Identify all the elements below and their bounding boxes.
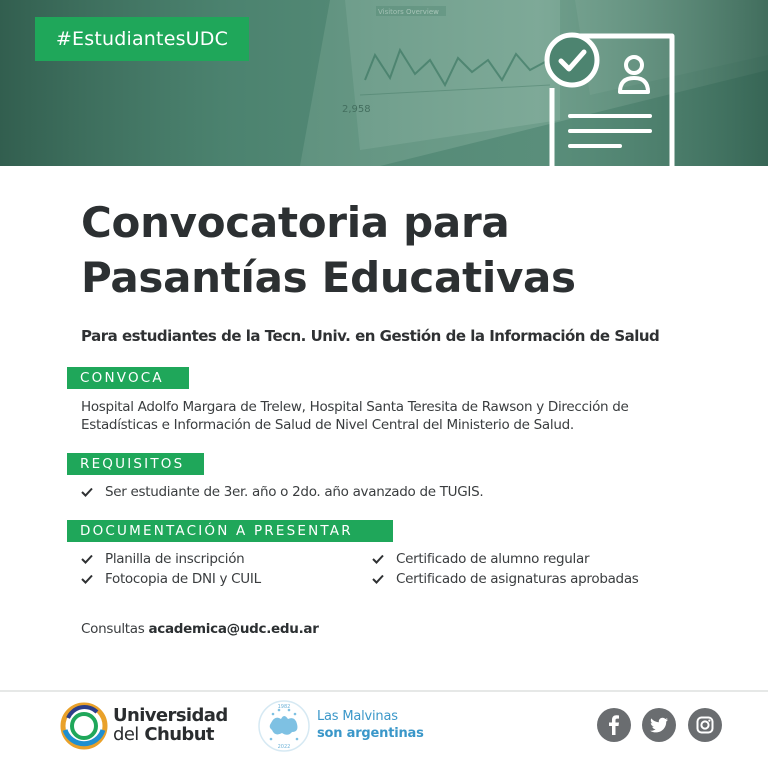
title-line-2: Pasantías Educativas <box>81 253 576 302</box>
udc-line-1: Universidad <box>113 705 228 726</box>
hashtag-badge: #EstudiantesUDC <box>35 17 249 61</box>
header-banner <box>0 0 768 166</box>
contact-email-link[interactable]: academica@udc.edu.ar <box>148 621 319 637</box>
instagram-icon[interactable] <box>688 708 722 742</box>
section-label-requisitos: REQUISITOS <box>67 453 204 475</box>
documentacion-item-text: Fotocopia de DNI y CUIL <box>105 571 261 587</box>
seal-year-bottom: 2022 <box>277 744 291 750</box>
documentacion-item <box>81 571 261 587</box>
check-icon <box>372 554 384 564</box>
title-line-1: Convocatoria para <box>81 198 510 247</box>
documentacion-item-text: Certificado de asignaturas aprobadas <box>396 571 639 587</box>
section-label-documentacion: DOCUMENTACIÓN A PRESENTAR <box>67 520 393 542</box>
facebook-glyph <box>597 708 631 742</box>
instagram-glyph <box>688 708 722 742</box>
documentacion-item-text: Certificado de alumno regular <box>396 551 590 567</box>
document-check-icon <box>540 28 680 166</box>
convoca-text: Hospital Adolfo Margara de Trelew, Hospital Santa Teresita de Rawson y Dirección de Estadísticas e Información de Salud de Nivel Central del Ministerio de Salud. <box>81 399 629 433</box>
page-subtitle: Para estudiantes de la Tecn. Univ. en Gestión de la Información de Salud <box>81 327 660 345</box>
facebook-icon[interactable] <box>597 708 631 742</box>
documentacion-item <box>372 571 639 587</box>
udc-logo-text <box>113 706 228 744</box>
documentacion-item <box>372 551 589 567</box>
udc-line-2-bold: Chubut <box>144 724 214 745</box>
documentacion-item <box>81 551 244 567</box>
check-icon <box>81 574 93 584</box>
requisito-item <box>81 484 483 500</box>
consultas-line <box>81 621 319 637</box>
udc-line-2-light: del <box>113 724 139 745</box>
check-icon <box>81 554 93 564</box>
twitter-glyph <box>642 708 676 742</box>
consultas-prefix: Consultas <box>81 621 145 637</box>
malvinas-line-1: Las Malvinas <box>317 709 398 724</box>
requisito-item-text: Ser estudiante de 3er. año o 2do. año avanzado de TUGIS. <box>105 484 484 500</box>
twitter-icon[interactable] <box>642 708 676 742</box>
seal-year-top: 1982 <box>277 704 291 710</box>
documentacion-item-text: Planilla de inscripción <box>105 551 245 567</box>
malvinas-slogan <box>317 708 424 742</box>
malvinas-line-2: son argentinas <box>317 726 424 741</box>
section-label-convoca: CONVOCA <box>67 367 189 389</box>
page-title <box>81 195 721 305</box>
footer-divider <box>0 690 768 692</box>
check-icon <box>81 487 93 497</box>
malvinas-seal-icon <box>257 699 311 753</box>
check-icon <box>372 574 384 584</box>
udc-logo-icon <box>59 700 109 752</box>
